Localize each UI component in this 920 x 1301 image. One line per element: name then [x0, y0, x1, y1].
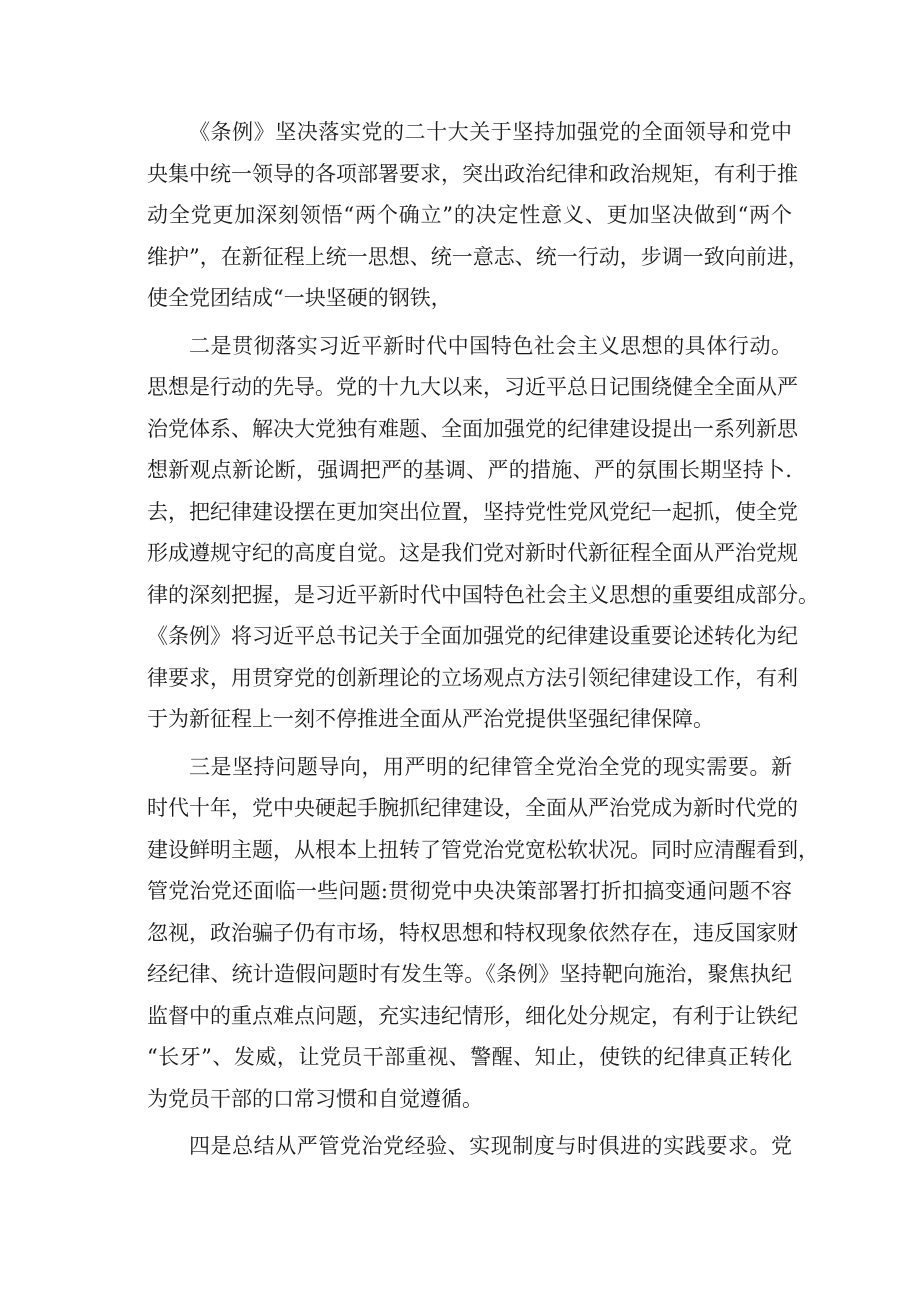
text-line: 管党治党还面临一些问题:贯彻党中央决策部署打折扣搞变通问题不容	[147, 879, 792, 903]
text-line: 二是贯彻落实习近平新时代中国特色社会主义思想的具体行动。	[189, 333, 792, 358]
text-line: 四是总结从严管党治党经验、实现制度与时俱进的实践要求。党	[189, 1134, 792, 1158]
paragraph-4	[147, 1126, 792, 1168]
text-line: 于为新征程上一刻不停推进全面从严治党提供坚强纪律保障。	[147, 707, 714, 731]
text-line: 经纪律、统计造假问题时有发生等。《条例》坚持靶向施治，聚焦执纪	[147, 962, 792, 986]
text-line: 监督中的重点难点问题，充实违纪情形，细化处分规定，有利于让铁纪	[147, 1003, 798, 1028]
text-line: 思想是行动的先导。党的十九大以来，习近平总日记围绕健全全面从严	[147, 375, 798, 399]
text-line: 维护”，在新征程上统一思想、统一意志、统一行动，步调一致向前进，	[147, 244, 809, 269]
text-line: 去，把纪律建设摆在更加突出位置，坚持党性党风党纪一起抓，使全党	[147, 499, 798, 524]
text-line: 使全党团结成“一块坚硬的钢铁，	[147, 286, 452, 310]
text-line: 三是坚持问题导向，用严明的纪律管全党治全党的现实需要。新	[189, 754, 792, 779]
text-line: 想新观点新论断，强调把严的基调、严的措施、严的氛围长期坚持卜.	[147, 458, 792, 482]
paragraph-1	[147, 112, 809, 320]
text-line: 律要求，用贯穿党的创新理论的立场观点方法引领纪律建设工作，有利	[147, 665, 798, 690]
text-line: 形成遵规守纪的高度自觉。这是我们党对新时代新征程全面从严治党规	[147, 541, 798, 565]
text-line: 律的深刻把握，是习近平新时代中国特色社会主义思想的重要组成部分。	[147, 582, 819, 607]
text-line: 治党体系、解决大党独有难题、全面加强党的纪律建设提出一系列新思	[147, 416, 798, 441]
text-line: 为党员干部的口常习惯和自觉遵循。	[147, 1086, 483, 1111]
document-body	[147, 112, 819, 1174]
text-line: 《条例》将习近平总书记关于全面加强党的纪律建设重要论述转化为纪	[147, 624, 798, 648]
text-line: “长牙”、发威，让党员干部重视、警醒、知止，使铁的纪律真正转化	[147, 1045, 792, 1069]
text-line: 《条例》坚决落实党的二十大关于坚持加强党的全面领导和党中	[189, 120, 792, 144]
text-line: 央集中统一领导的各项部署要求，突出政治纪律和政治规矩，有利于推	[147, 161, 798, 186]
text-line: 建设鲜明主题，从根本上扭转了管党治党宽松软状况。同时应清醒看到，	[147, 837, 819, 862]
text-line: 动全党更加深刻领悟“两个确立”的决定性意义、更加坚决做到“两个	[147, 203, 792, 227]
text-line: 时代十年，党中央硬起手腕抓纪律建设，全面从严治党成为新时代党的	[147, 796, 798, 820]
text-line: 忽视，政治骗子仍有市场，特权思想和特权现象依然存在，违反国家财	[147, 920, 798, 945]
paragraph-3	[147, 747, 819, 1121]
paragraph-2	[147, 326, 819, 741]
